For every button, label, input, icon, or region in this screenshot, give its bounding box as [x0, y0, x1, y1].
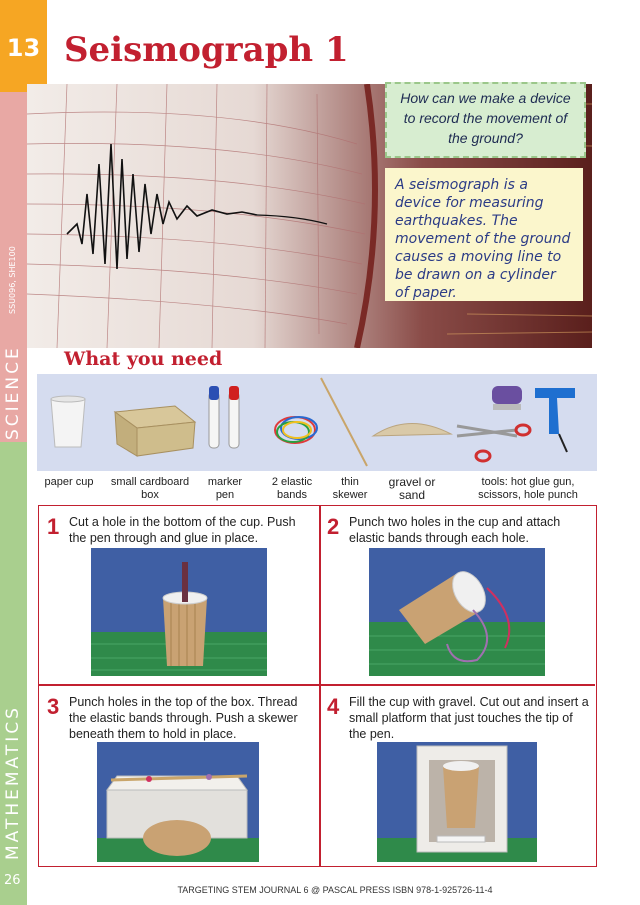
need-label-paper-cup: paper cup — [44, 476, 94, 488]
need-label-tools: tools: hot glue gun, scissors, hole punch — [478, 476, 578, 501]
need-label-marker-pen: marker pen — [207, 476, 243, 501]
science-label: SCIENCE — [3, 345, 23, 440]
activity-number: 13 — [6, 34, 41, 62]
step-4-number: 4 — [327, 694, 340, 719]
steps-divider-horizontal — [39, 684, 595, 686]
elastic-bands-icon — [275, 417, 317, 443]
step-3-photo — [97, 742, 259, 862]
gravel-icon — [373, 423, 451, 436]
activity-number-badge — [0, 0, 47, 92]
step-2-text: Punch two holes in the cup and attach elastic bands through each hole. — [349, 515, 561, 545]
what-you-need-heading: What you need — [64, 348, 223, 370]
mathematics-label: MATHEMATICS — [3, 705, 23, 860]
cardboard-box-icon — [115, 406, 195, 456]
tools-icon — [457, 386, 575, 461]
marker-pen-icon — [209, 386, 239, 448]
step-4-text: Fill the cup with gravel. Cut out and insert a small platform that just touches the tip of the pen. — [349, 695, 589, 741]
need-label-elastic-bands: 2 elastic bands — [271, 476, 313, 501]
definition-box: A seismograph is a device for measuring earthquakes. The movement of the ground causes a moving line to be drawn on a cylinder of paper. — [385, 168, 583, 301]
paper-cup-icon — [51, 396, 85, 447]
footer: TARGETING STEM JOURNAL 6 @ PASCAL PRESS ISBN 978-1-925726-11-4 — [177, 885, 493, 895]
step-1-number: 1 — [47, 514, 60, 539]
need-label-gravel: gravel or sand — [388, 475, 436, 502]
step-3-text: Punch holes in the top of the box. Thread the elastic bands through. Push a skewer beneath them to hold in place. — [69, 695, 298, 741]
step-2-photo — [369, 548, 545, 676]
need-label-cardboard-box: small cardboard box — [110, 476, 190, 501]
need-label-skewer: thin skewer — [332, 476, 368, 501]
steps-divider-vertical — [319, 506, 321, 866]
curriculum-codes: SSU096, SHE100 — [8, 246, 17, 314]
step-4-photo — [377, 742, 537, 862]
page-title: Seismograph 1 — [64, 30, 349, 70]
question-box: How can we make a device to record the movement of the ground? — [385, 82, 586, 158]
step-2-number: 2 — [327, 514, 340, 539]
step-3-number: 3 — [47, 694, 60, 719]
step-1-text: Cut a hole in the bottom of the cup. Push the pen through and glue in place. — [69, 515, 296, 545]
steps-grid — [38, 505, 597, 867]
materials-strip — [37, 374, 597, 471]
step-1-photo — [91, 548, 267, 676]
skewer-icon — [321, 378, 367, 466]
page-number: 26 — [4, 873, 21, 888]
